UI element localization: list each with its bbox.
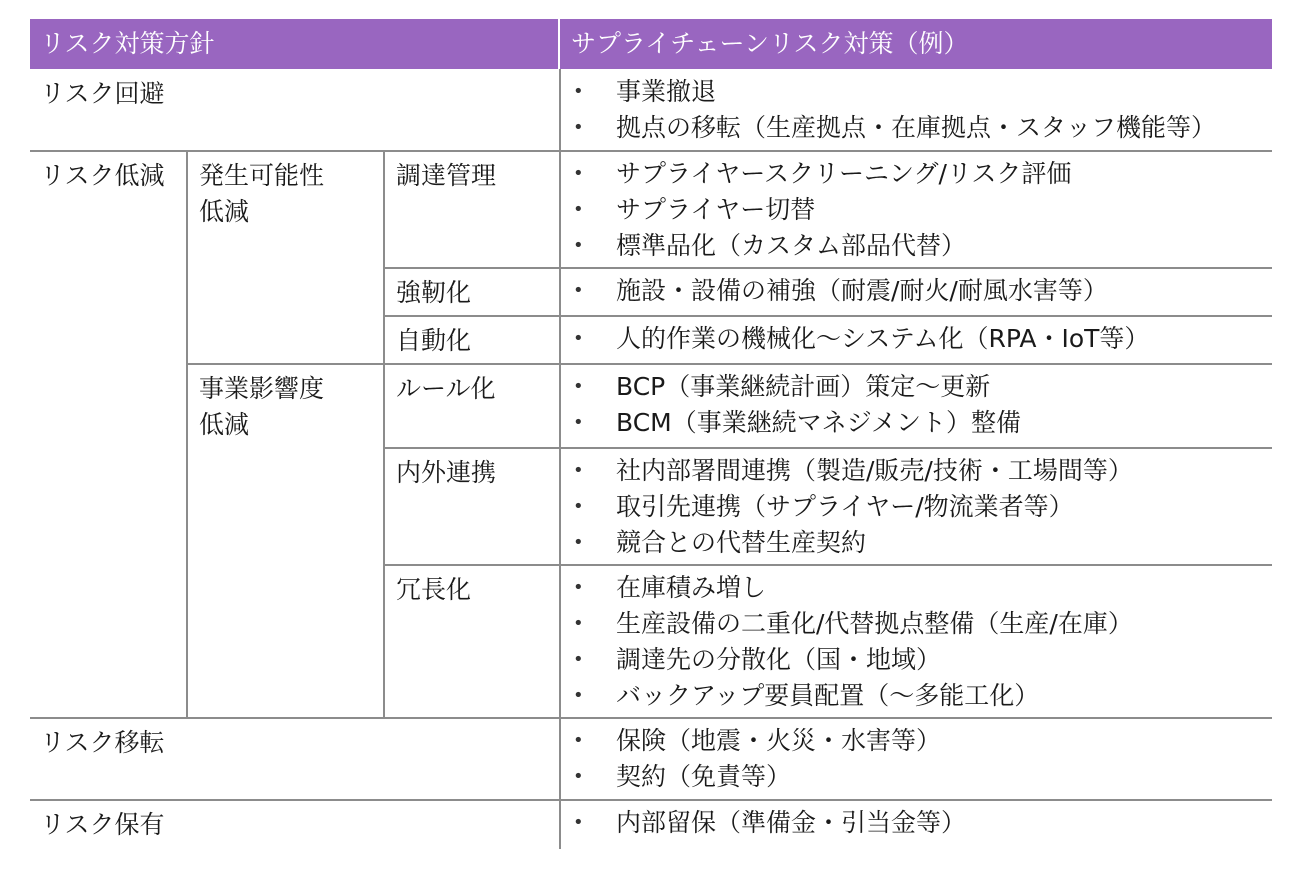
divider-resilience-bottom: [383, 315, 1272, 317]
label-impact-reduction: 事業影響度 低減: [199, 374, 325, 439]
list-item: • 標準品化（カスタム部品代替）: [573, 228, 1071, 264]
list-collaboration: [573, 453, 1133, 561]
list-item: • 競合との代替生産契約: [573, 525, 1133, 561]
label-rules: ルール化: [396, 374, 496, 403]
label-automation: 自動化: [396, 326, 472, 355]
list-item: • 調達先の分散化（国・地域）: [573, 642, 1133, 678]
list-item: • サプライヤースクリーニング/リスク評価: [573, 156, 1071, 192]
list-item: • 社内部署間連携（製造/販売/技術・工場間等）: [573, 453, 1133, 489]
label-redundancy: 冗長化: [396, 575, 472, 604]
label-likelihood-reduction: 発生可能性 低減: [199, 161, 325, 226]
label-risk-reduction: リスク低減: [40, 161, 165, 190]
list-redundancy: [573, 570, 1133, 714]
list-retention: [573, 805, 966, 841]
list-procurement: [573, 156, 1071, 264]
list-resilience: [573, 273, 1108, 309]
label-resilience: 強靭化: [396, 278, 472, 307]
list-item: • 生産設備の二重化/代替拠点整備（生産/在庫）: [573, 606, 1133, 642]
list-item: • 拠点の移転（生産拠点・在庫拠点・スタッフ機能等）: [573, 110, 1216, 146]
label-risk-retention: リスク保有: [40, 810, 165, 839]
list-item: • 在庫積み増し: [573, 570, 1133, 606]
list-rules: [573, 369, 1021, 441]
list-item: • BCP（事業継続計画）策定～更新: [573, 369, 1021, 405]
divider-collaboration-bottom: [383, 564, 1272, 566]
divider-rules-bottom: [383, 447, 1272, 449]
list-item: • 施設・設備の補強（耐震/耐火/耐風水害等）: [573, 273, 1108, 309]
divider-procurement-bottom: [383, 267, 1272, 269]
list-item: • 人的作業の機械化～システム化（RPA・IoT等）: [573, 321, 1149, 357]
header-policy: リスク対策方針: [30, 19, 559, 69]
divider-main-column: [559, 69, 561, 849]
list-item: • 取引先連携（サプライヤー/物流業者等）: [573, 489, 1133, 525]
list-automation: [573, 321, 1149, 357]
divider-reduce-bottom: [30, 717, 1272, 719]
label-risk-transfer: リスク移転: [40, 728, 165, 757]
label-collaboration: 内外連携: [396, 458, 497, 487]
list-item: • 契約（免責等）: [573, 759, 941, 795]
list-item: • 内部留保（準備金・引当金等）: [573, 805, 966, 841]
list-avoidance: [573, 74, 1216, 146]
divider-likelihood-bottom: [186, 363, 1272, 365]
divider-transfer-bottom: [30, 799, 1272, 801]
label-risk-avoidance: リスク回避: [40, 79, 165, 108]
list-item: • 事業撤退: [573, 74, 1216, 110]
list-item: • 保険（地震・火災・水害等）: [573, 723, 941, 759]
divider-level2: [383, 151, 385, 718]
list-transfer: [573, 723, 941, 795]
divider-level1: [186, 151, 188, 718]
divider-avoid-bottom: [30, 150, 1272, 152]
header-countermeasures: サプライチェーンリスク対策（例）: [560, 19, 1272, 69]
list-item: • バックアップ要員配置（～多能工化）: [573, 678, 1133, 714]
list-item: • サプライヤー切替: [573, 192, 1071, 228]
list-item: • BCM（事業継続マネジメント）整備: [573, 405, 1021, 441]
label-procurement: 調達管理: [396, 161, 497, 190]
